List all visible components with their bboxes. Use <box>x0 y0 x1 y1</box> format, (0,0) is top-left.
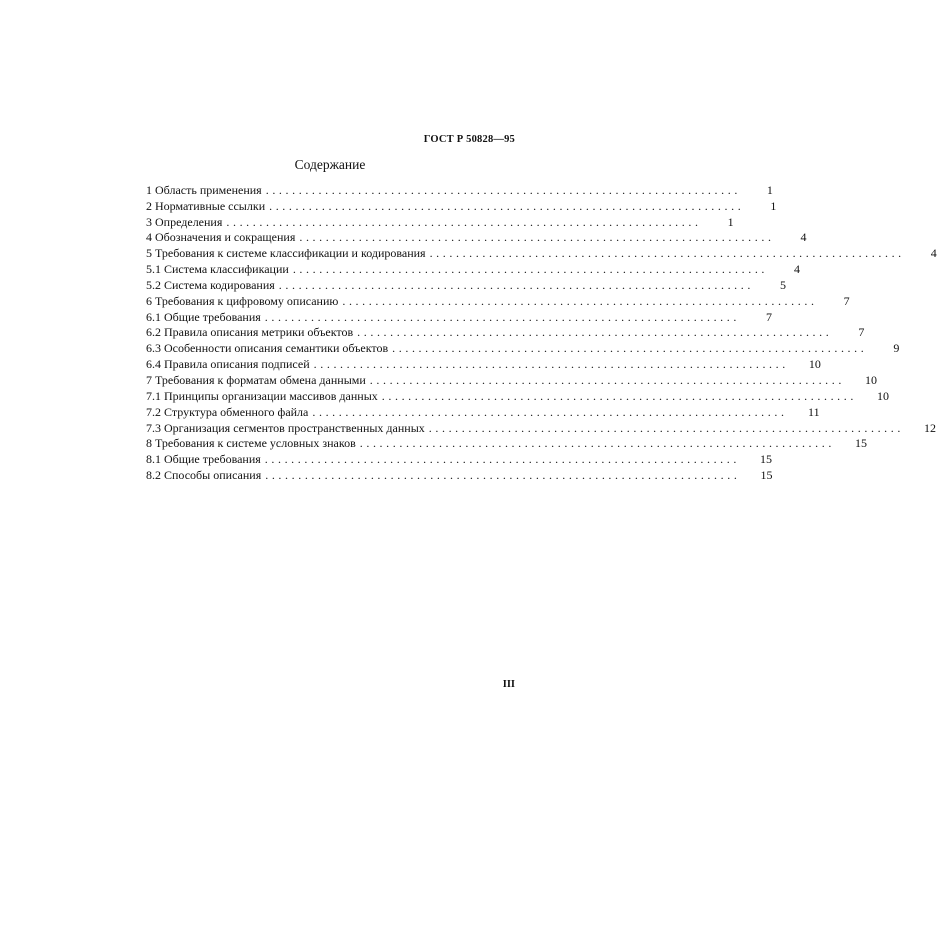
toc-entry-page: 7 <box>858 325 865 340</box>
toc-entry-7-3 <box>146 420 936 436</box>
toc-entry-7-2 <box>146 404 820 420</box>
toc-entry-page: 5 <box>779 277 786 292</box>
toc-leader-dots: ........................................................................ <box>429 246 905 261</box>
toc-entry-5 <box>146 245 937 261</box>
toc-entry-label: 6.3 Особенности описания семантики объектов <box>146 341 389 356</box>
toc-leader-dots: ........................................................................ <box>264 309 740 324</box>
toc-entry-label: 4 Обозначения и сокращения <box>146 230 296 245</box>
toc-entry-label: 7.2 Структура обменного файла <box>146 404 309 419</box>
toc-entry-label: 5.2 Система кодирования <box>146 277 275 292</box>
toc-leader-dots: ........................................................................ <box>369 372 845 387</box>
toc-entry-3 <box>146 214 734 230</box>
toc-entry-page: 1 <box>727 214 734 229</box>
document-header-code: ГОСТ Р 50828—95 <box>423 134 515 145</box>
toc-entry-page: 4 <box>800 230 807 245</box>
toc-entry-5-2 <box>146 277 786 293</box>
toc-leader-dots: ........................................................................ <box>359 436 835 451</box>
toc-entry-page: 7 <box>843 293 850 308</box>
toc-leader-dots: ........................................................................ <box>265 468 741 483</box>
toc-entry-page: 1 <box>770 198 777 213</box>
toc-entry-page: 10 <box>876 388 889 403</box>
toc-entry-4 <box>146 230 807 246</box>
toc-entry-7-1 <box>146 388 889 404</box>
toc-leader-dots: ........................................................................ <box>342 293 818 308</box>
toc-entry-label: 6.2 Правила описания метрики объектов <box>146 325 354 340</box>
toc-entry-label: 1 Область применения <box>146 182 262 197</box>
toc-entry-label: 6.1 Общие требования <box>146 309 261 324</box>
toc-entry-page: 4 <box>794 262 801 277</box>
toc-entry-5-1 <box>146 261 801 277</box>
toc-entry-6-3 <box>146 340 900 356</box>
toc-leader-dots: ........................................................................ <box>381 388 857 403</box>
toc-entry-2 <box>146 198 777 214</box>
table-of-contents <box>146 182 937 483</box>
toc-entry-label: 7 Требования к форматам обмена данными <box>146 372 366 387</box>
toc-entry-6-1 <box>146 309 772 325</box>
toc-leader-dots: ........................................................................ <box>392 341 868 356</box>
toc-entry-page: 1 <box>766 182 773 197</box>
toc-entry-label: 8.2 Способы описания <box>146 468 262 483</box>
toc-entry-label: 6.4 Правила описания подписей <box>146 357 310 372</box>
toc-leader-dots: ........................................................................ <box>269 198 745 213</box>
toc-entry-label: 5.1 Система классификации <box>146 262 289 277</box>
toc-leader-dots: ........................................................................ <box>226 214 702 229</box>
toc-leader-dots: ........................................................................ <box>278 277 754 292</box>
toc-entry-8 <box>146 436 867 452</box>
toc-entry-label: 8 Требования к системе условных знаков <box>146 436 356 451</box>
toc-entry-label: 6 Требования к цифровому описанию <box>146 293 339 308</box>
toc-entry-page: 15 <box>854 436 867 451</box>
toc-entry-6-4 <box>146 356 821 372</box>
toc-leader-dots: ........................................................................ <box>265 182 741 197</box>
toc-entry-6 <box>146 293 850 309</box>
toc-leader-dots: ........................................................................ <box>312 404 788 419</box>
toc-entry-page: 10 <box>808 357 821 372</box>
toc-entry-label: 2 Нормативные ссылки <box>146 198 266 213</box>
toc-entry-page: 12 <box>923 420 936 435</box>
toc-leader-dots: ........................................................................ <box>428 420 904 435</box>
toc-entry-page: 10 <box>864 372 877 387</box>
toc-entry-7 <box>146 372 877 388</box>
toc-entry-page: 4 <box>930 246 937 261</box>
toc-leader-dots: ........................................................................ <box>292 262 769 277</box>
toc-entry-8-1 <box>146 451 772 467</box>
toc-entry-6-2 <box>146 325 865 341</box>
toc-entry-page: 7 <box>765 309 772 324</box>
toc-entry-label: 7.1 Принципы организации массивов данных <box>146 388 378 403</box>
toc-leader-dots: ........................................................................ <box>299 230 775 245</box>
toc-leader-dots: ........................................................................ <box>264 452 740 467</box>
toc-entry-page: 15 <box>759 452 772 467</box>
toc-entry-label: 3 Определения <box>146 214 223 229</box>
toc-entry-label: 8.1 Общие требования <box>146 452 261 467</box>
toc-entry-1 <box>146 182 773 198</box>
toc-title: Содержание <box>294 157 366 172</box>
toc-entry-page: 9 <box>893 341 900 356</box>
page-number: III <box>502 679 515 690</box>
toc-leader-dots: ........................................................................ <box>313 357 789 372</box>
toc-entry-page: 11 <box>808 404 820 419</box>
toc-entry-8-2 <box>146 467 773 483</box>
toc-entry-label: 5 Требования к системе классификации и кодирования <box>146 246 426 261</box>
toc-entry-page: 15 <box>760 468 773 483</box>
toc-entry-label: 7.3 Организация сегментов пространственных данных <box>146 420 425 435</box>
toc-leader-dots: ........................................................................ <box>357 325 833 340</box>
